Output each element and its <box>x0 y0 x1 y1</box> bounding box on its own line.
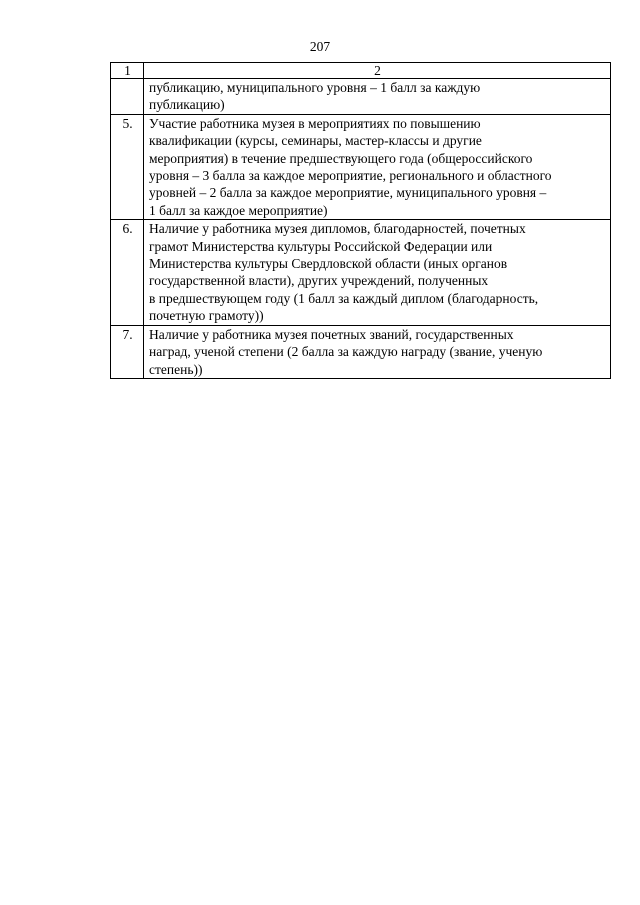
row-text <box>144 114 611 219</box>
text-line: 1 балл за каждое мероприятие) <box>149 202 328 218</box>
text-line: уровней – 2 балла за каждое мероприятие, муниципального уровня – <box>149 185 547 201</box>
header-cell-1: 1 <box>111 63 144 79</box>
text-line: государственной власти), других учреждений, полученных <box>149 273 489 289</box>
table-row <box>111 220 611 325</box>
text-line: Наличие у работника музея почетных званий, государственных <box>149 326 514 342</box>
table-row <box>111 325 611 378</box>
text-line: Участие работника музея в мероприятиях по повышению <box>149 115 481 131</box>
criteria-table <box>110 62 611 379</box>
text-line: квалификации (курсы, семинары, мастер-классы и другие <box>149 133 482 149</box>
table-row <box>111 114 611 219</box>
text-line: наград, ученой степени (2 балла за каждую награду (звание, ученую <box>149 344 543 360</box>
text-line: мероприятия) в течение предшествующего года (общероссийского <box>149 150 533 166</box>
table-header-row <box>111 63 611 79</box>
text-line: в предшествующем году (1 балл за каждый диплом (благодарность, <box>149 290 539 306</box>
text-line: грамот Министерства культуры Российской Федерации или <box>149 238 493 254</box>
text-line: степень)) <box>149 361 203 377</box>
text-line: почетную грамоту)) <box>149 308 264 324</box>
text-line: уровня – 3 балла за каждое мероприятие, регионального и областного <box>149 168 552 184</box>
table-row <box>111 79 611 115</box>
page-number: 207 <box>309 39 331 54</box>
row-text <box>144 325 611 378</box>
text-line: публикацию) <box>149 97 225 113</box>
row-number: 7. <box>111 325 144 378</box>
row-text <box>144 79 611 115</box>
row-number: 6. <box>111 220 144 325</box>
row-number <box>111 79 144 115</box>
text-line: Министерства культуры Свердловской области (иных органов <box>149 256 508 272</box>
text-line: Наличие у работника музея дипломов, благодарностей, почетных <box>149 221 526 237</box>
row-number: 5. <box>111 114 144 219</box>
header-cell-2: 2 <box>144 63 611 79</box>
text-line: публикацию, муниципального уровня – 1 балл за каждую <box>149 80 481 95</box>
row-text <box>144 220 611 325</box>
